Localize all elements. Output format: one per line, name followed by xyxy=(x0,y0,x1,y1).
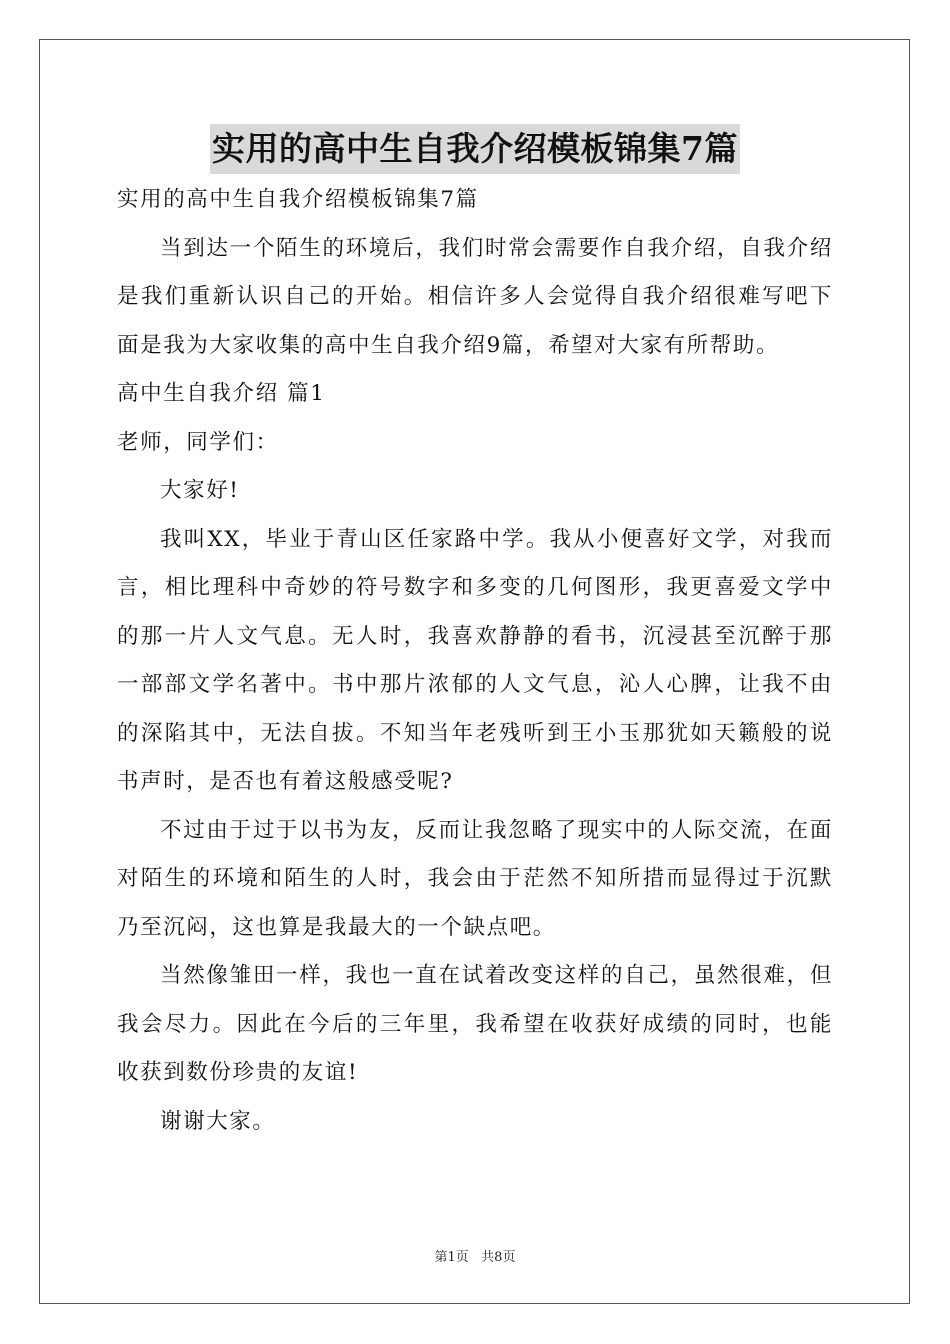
body-paragraph: 不过由于过于以书为友，反而让我忽略了现实中的人际交流，在面对陌生的环境和陌生的人时，我会由于茫然不知所措而显得过于沉默乃至沉闷，这也算是我最大的一个缺点吧。 xyxy=(117,817,833,940)
body-paragraph: 我叫XX，毕业于青山区任家路中学。我从小便喜好文学，对我而言，相比理科中奇妙的符号数字和多变的几何图形，我更喜爱文学中的那一片人文气息。无人时，我喜欢静静的看书，沉浸甚至沉醉于那一部部文学名著中。书中那片浓郁的人文气息，沁人心脾，让我不由的深陷其中，无法自拔。不知当年老残听到王小玉那犹如天籁般的说书声时，是否也有着这般感受呢? xyxy=(117,526,833,794)
page-indicator: 第1页 共8页 xyxy=(434,1250,516,1265)
subtitle-line: 实用的高中生自我介绍模板锦集7篇 xyxy=(117,187,479,212)
body-paragraph: 当然像雏田一样，我也一直在试着改变这样的自己，虽然很难，但我会尽力。因此在今后的三年里，我希望在收获好成绩的同时，也能收获到数份珍贵的友谊! xyxy=(117,963,833,1085)
document-title: 实用的高中生自我介绍模板锦集7篇 xyxy=(210,124,740,174)
intro-paragraph: 当到达一个陌生的环境后，我们时常会需要作自我介绍，自我介绍是我们重新认识自己的开始。相信许多人会觉得自我介绍很难写吧下面是我为大家收集的高中生自我介绍9篇，希望对大家有所帮助。 xyxy=(117,235,833,358)
closing-line: 谢谢大家。 xyxy=(160,1108,276,1134)
greeting: 大家好! xyxy=(160,478,240,503)
title-container xyxy=(0,124,950,174)
section-heading: 高中生自我介绍 篇1 xyxy=(117,381,326,406)
document-body xyxy=(117,176,833,1146)
salutation: 老师，同学们： xyxy=(117,429,279,455)
